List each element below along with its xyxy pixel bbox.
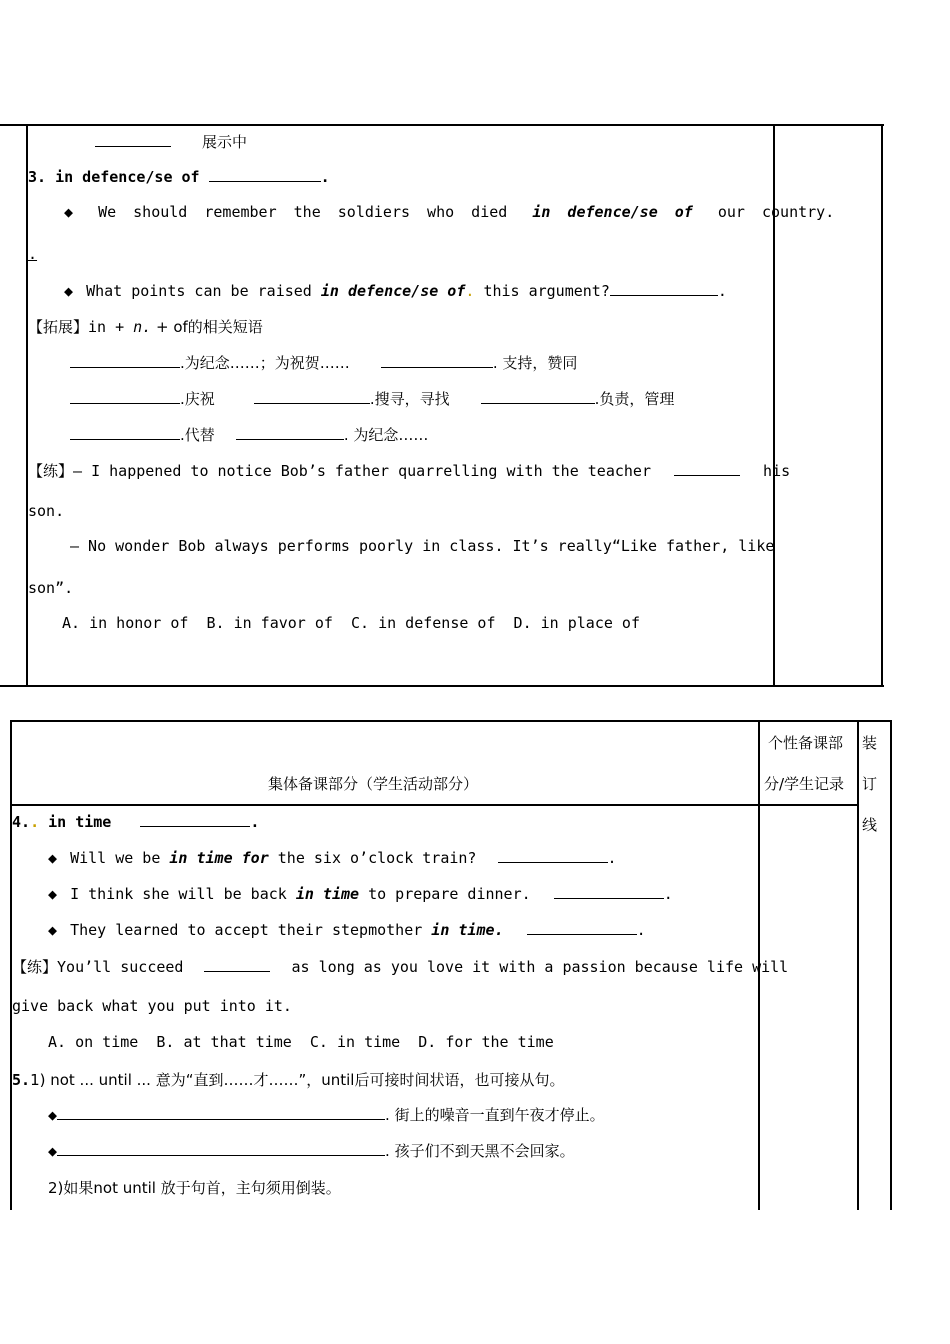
box1-bottom-border	[0, 685, 884, 687]
answer-blank[interactable]	[95, 132, 171, 147]
item3-heading: 3. in defence/se of .	[28, 168, 330, 186]
answer-blank[interactable]	[140, 812, 250, 827]
practice1-line1: 【练】— I happened to notice Bob’s father quarrelling with the teacher his	[28, 462, 791, 480]
practice1-options: A. in honor of B. in favor of C. in defense of D. in place of	[62, 614, 640, 632]
practice1-line4: son”.	[28, 579, 74, 597]
practice1-line2: son.	[28, 502, 65, 520]
answer-blank[interactable]	[527, 920, 637, 935]
section-title: 集体备课部分（学生活动部分）	[268, 775, 479, 793]
answer-blank[interactable]	[481, 389, 595, 404]
answer-blank[interactable]	[209, 167, 321, 182]
answer-blank[interactable]	[57, 1105, 385, 1120]
answer-blank[interactable]	[204, 957, 270, 972]
answer-blank[interactable]	[254, 389, 370, 404]
diamond-bullet-icon: ◆	[48, 885, 58, 903]
extension-row2: .庆祝 .搜寻，寻找 .负责，管理	[70, 388, 674, 409]
answer-blank[interactable]	[610, 281, 718, 296]
box2-binding-border	[890, 720, 892, 1210]
answer-blank[interactable]	[57, 1141, 385, 1156]
item4-example2: ◆ I think she will be back in time to prepare dinner. .	[48, 885, 673, 903]
practice2-options: A. on time B. at that time C. in time D. for the time	[48, 1033, 554, 1051]
answer-blank[interactable]	[70, 353, 180, 368]
binding-char-2: 订	[862, 775, 878, 793]
item3-example2: ◆ What points can be raised in defence/se of. this argument? .	[64, 282, 727, 300]
practice2-line2: give back what you put into it.	[12, 997, 292, 1015]
item4-example3: ◆ They learned to accept their stepmother in time. .	[48, 921, 646, 939]
diamond-bullet-icon: ◆	[64, 282, 74, 300]
box2-header-divider	[10, 804, 858, 806]
answer-blank[interactable]	[554, 884, 664, 899]
box1-left-border	[26, 124, 28, 687]
practice2-line1: 【练】You’ll succeed as long as you love it with a passion because life will	[12, 958, 789, 976]
answer-blank[interactable]	[381, 353, 493, 368]
answer-blank[interactable]	[674, 461, 740, 476]
item3-example1-cont: .	[28, 245, 38, 263]
extension-heading: 【拓展】in + n. + of的相关短语	[28, 318, 263, 336]
answer-blank[interactable]	[498, 848, 608, 863]
item4-heading: 4.. in time .	[12, 813, 260, 831]
item5-note: 2)如果not until 放于句首，主句须用倒装。	[48, 1179, 341, 1197]
answer-blank[interactable]	[70, 389, 180, 404]
item4-example1: ◆ Will we be in time for the six o’clock train? .	[48, 849, 617, 867]
side-header-line2: 分/学生记录	[764, 775, 845, 793]
box1-line1: 展示中	[95, 131, 247, 152]
binding-char-3: 线	[862, 816, 878, 834]
binding-char-1: 装	[862, 734, 878, 752]
item5-example2: ◆ . 孩子们不到天黑不会回家。	[48, 1142, 575, 1160]
diamond-bullet-icon: ◆	[48, 1142, 58, 1160]
item3-example1: ◆ We should remember the soldiers who died in defence/se of our country.	[64, 203, 835, 221]
box2-right-border	[857, 720, 859, 1210]
practice1-line3: — No wonder Bob always performs poorly in class. It’s really“Like father, like	[70, 537, 775, 555]
side-header-line1: 个性备课部	[768, 734, 844, 752]
box1-top-border	[0, 124, 884, 126]
answer-blank[interactable]	[236, 425, 344, 440]
extension-row1: .为纪念……；为祝贺…… . 支持，赞同	[70, 352, 577, 373]
diamond-bullet-icon: ◆	[48, 1106, 58, 1124]
diamond-bullet-icon: ◆	[48, 849, 58, 867]
answer-blank[interactable]	[70, 425, 180, 440]
diamond-bullet-icon: ◆	[64, 203, 74, 221]
diamond-bullet-icon: ◆	[48, 921, 58, 939]
item5-heading: 5.1) not ... until ... 意为“直到……才……”，until后可接时间状语，也可接从句。	[12, 1071, 565, 1089]
extension-row3: .代替 . 为纪念……	[70, 424, 428, 445]
item5-example1: ◆ . 街上的噪音一直到午夜才停止。	[48, 1106, 605, 1124]
box1-right-border	[881, 124, 883, 687]
